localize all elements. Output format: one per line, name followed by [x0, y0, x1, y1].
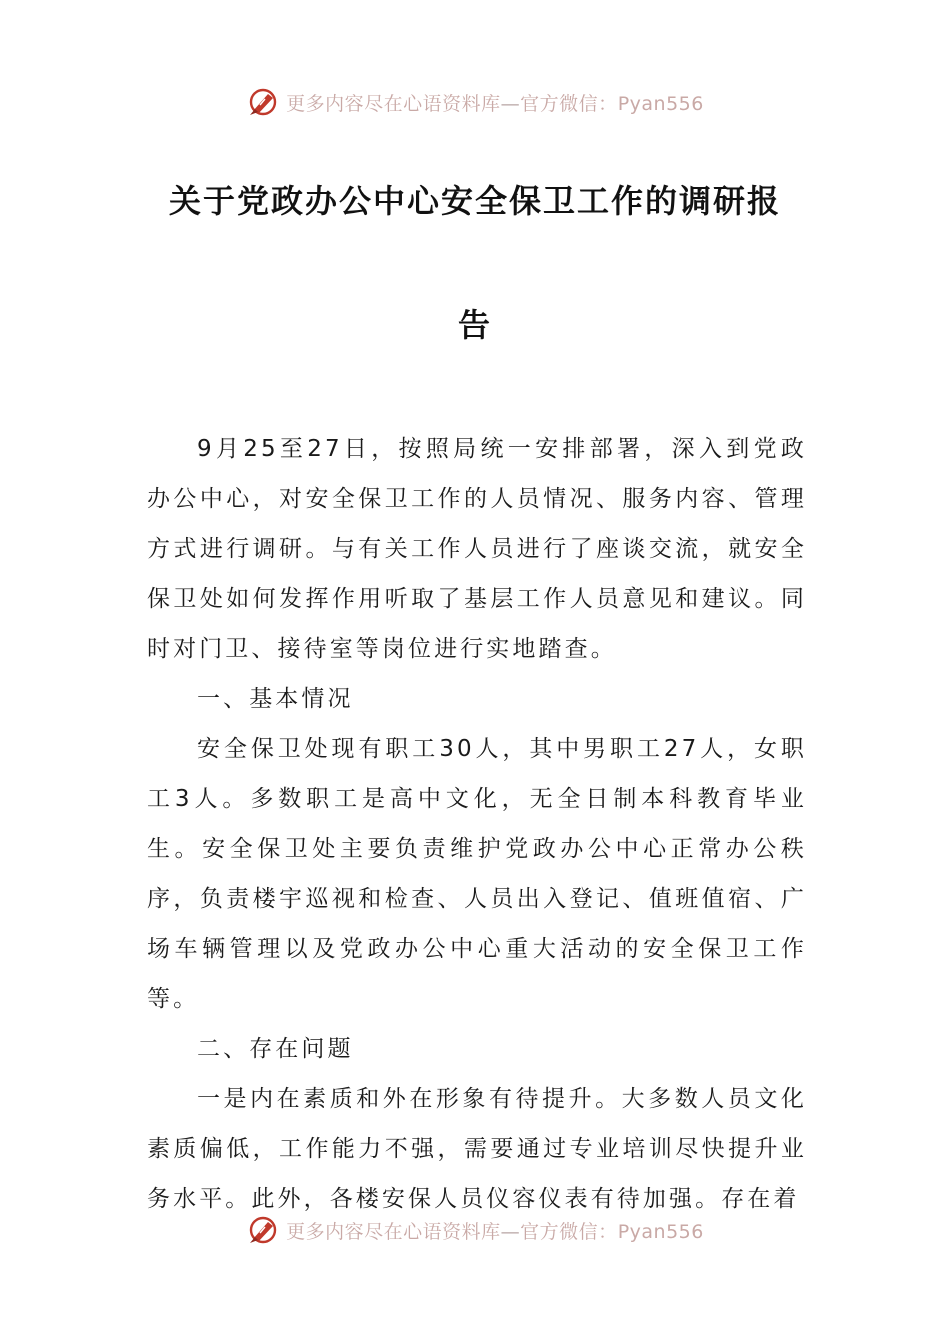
pen-nib-circle-logo-icon	[246, 1213, 280, 1247]
document-body	[147, 424, 807, 1224]
watermark-text: 更多内容尽在心语资料库—官方微信：Pyan556	[286, 92, 704, 115]
pen-nib-circle-logo-icon	[246, 85, 280, 119]
document-title-line-1: 关于党政办公中心安全保卫工作的调研报	[168, 182, 781, 220]
section-heading: 二、存在问题	[197, 1036, 354, 1062]
body-paragraph: 安全保卫处现有职工30人，其中男职工27人，女职工3人。多数职工是高中文化，无全日制本科教育毕业生。安全保卫处主要负责维护党政办公中心正常办公秩序，负责楼宇巡视和检查、人员出入登记、值班值宿、广场车辆管理以及党政办公中心重大活动的安全保卫工作等。	[147, 736, 807, 1012]
footer-watermark	[0, 1210, 950, 1250]
body-paragraph: 一是内在素质和外在形象有待提升。大多数人员文化素质偏低，工作能力不强，需要通过专业培训尽快提升业务水平。此外，各楼安保人员仪容仪表有待加强。存在着	[147, 1086, 807, 1212]
watermark-text: 更多内容尽在心语资料库—官方微信：Pyan556	[286, 1220, 704, 1243]
section-heading: 一、基本情况	[197, 686, 354, 712]
document-title-line-2: 告	[457, 306, 492, 344]
body-paragraph: 9月25至27日，按照局统一安排部署，深入到党政办公中心，对安全保卫工作的人员情况、服务内容、管理方式进行调研。与有关工作人员进行了座谈交流，就安全保卫处如何发挥作用听取了基层工作人员意见和建议。同时对门卫、接待室等岗位进行实地踏查。	[147, 436, 807, 662]
header-watermark	[0, 82, 950, 122]
